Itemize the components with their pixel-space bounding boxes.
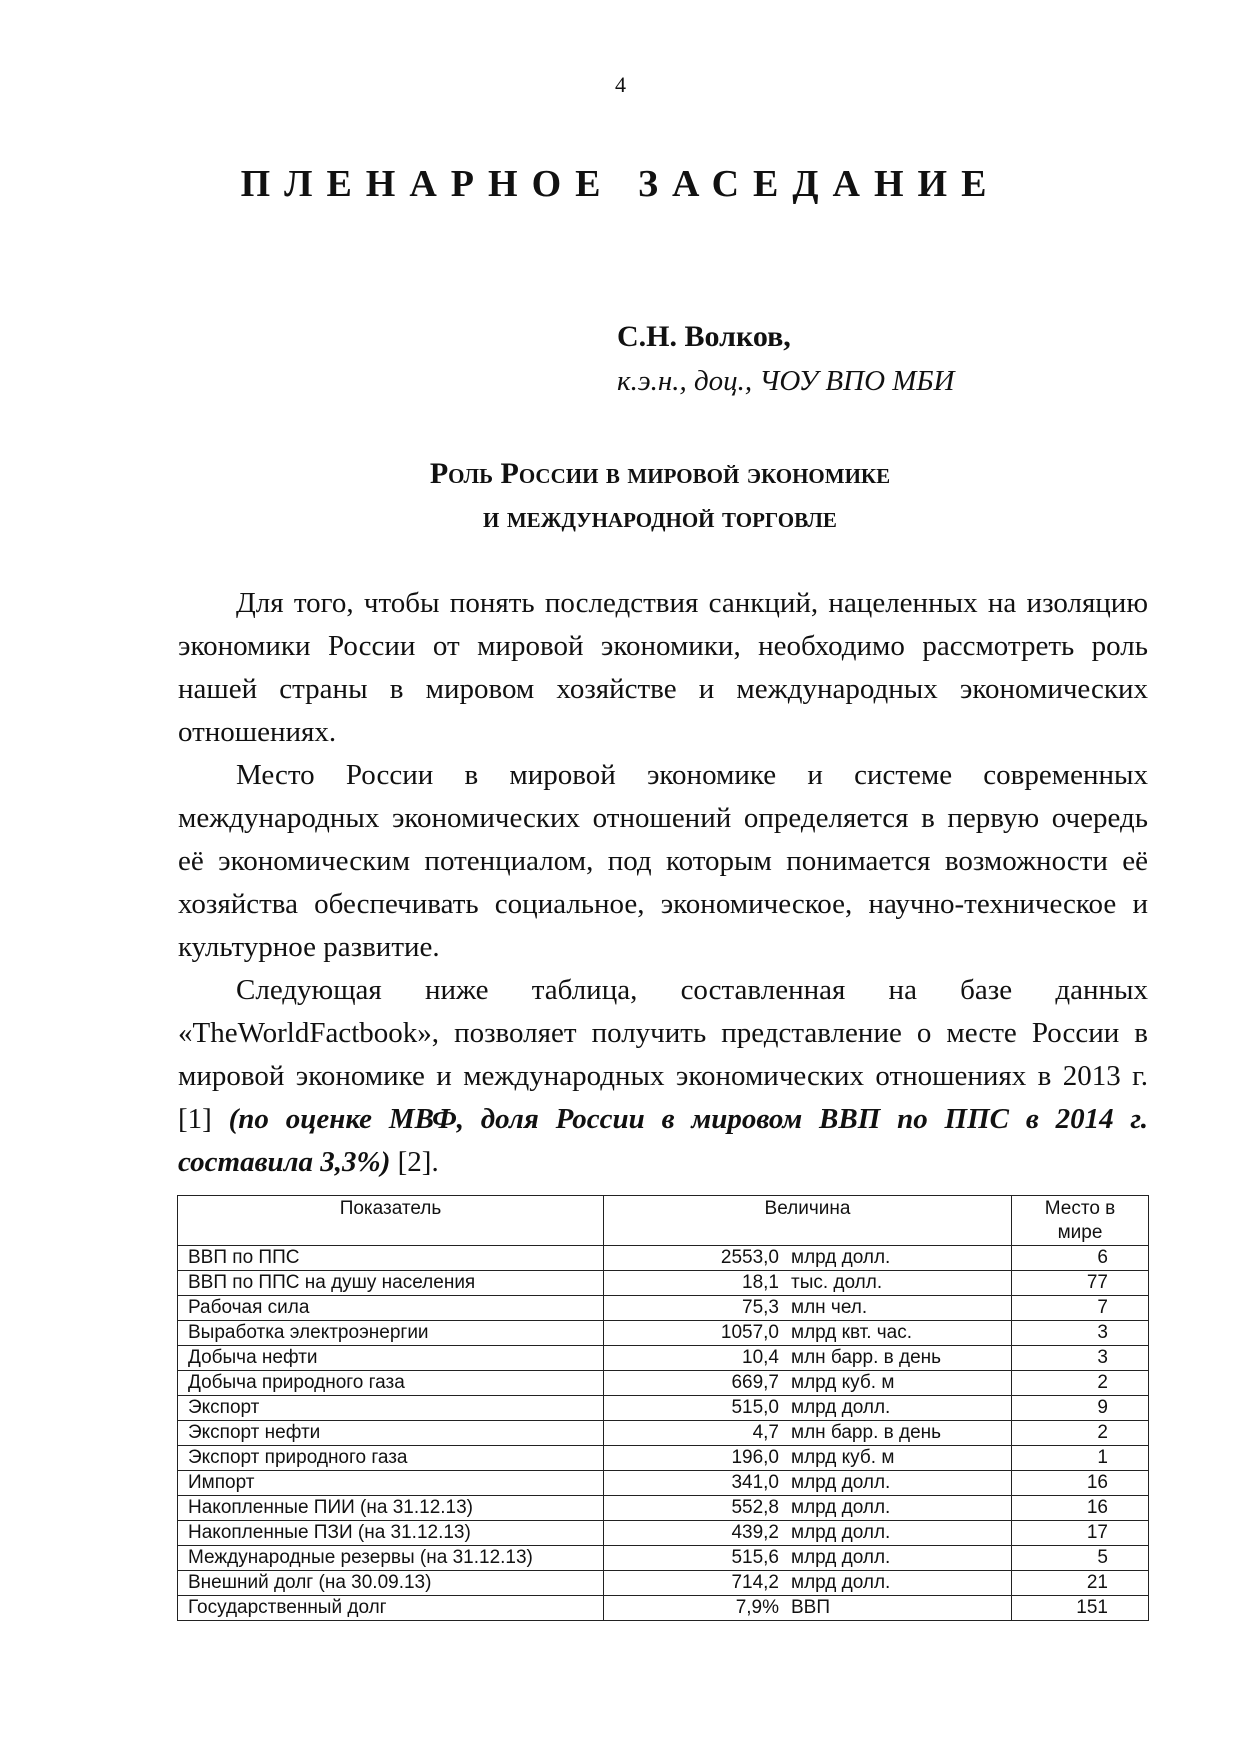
rank-cell: 2 (1012, 1371, 1149, 1396)
rank-cell: 5 (1012, 1546, 1149, 1571)
paragraph-2: Место России в мировой экономике и системе современных международных экономических отношений определяется в первую очередь её экономическим потенциалом, под которым понимается возможности её хозяйства обеспечивать социальное, экономическое, научно-техническое и культурное развитие. (178, 759, 1148, 963)
indicator-cell: Экспорт природного газа (178, 1446, 604, 1471)
indicator-cell: Экспорт (178, 1396, 604, 1421)
rank-cell: 2 (1012, 1421, 1149, 1446)
table-row (178, 1396, 1149, 1421)
value-number: 341,0 (731, 1472, 779, 1493)
table-row (178, 1321, 1149, 1346)
article-title (0, 452, 1241, 540)
rank-cell: 77 (1012, 1271, 1149, 1296)
table-row (178, 1571, 1149, 1596)
rank-cell: 9 (1012, 1396, 1149, 1421)
table-header-row (178, 1196, 1149, 1246)
table-row (178, 1546, 1149, 1571)
value-unit: млрд долл. (791, 1247, 891, 1268)
value-cell (604, 1546, 1012, 1571)
table-row (178, 1521, 1149, 1546)
value-number: 4,7 (752, 1422, 779, 1443)
indicator-cell: ВВП по ППС (178, 1246, 604, 1271)
value-number: 196,0 (731, 1447, 779, 1468)
value-unit: тыс. долл. (791, 1272, 883, 1293)
article-title-line-1: Роль России в мировой экономике (429, 457, 891, 490)
header-indicator: Показатель (178, 1196, 604, 1246)
value-number: 669,7 (731, 1372, 779, 1393)
value-cell (604, 1446, 1012, 1471)
value-cell (604, 1296, 1012, 1321)
rank-cell: 3 (1012, 1321, 1149, 1346)
value-number: 515,6 (731, 1547, 779, 1568)
value-number: 515,0 (731, 1397, 779, 1418)
value-unit: млрд долл. (791, 1472, 891, 1493)
value-unit: млрд куб. м (791, 1447, 895, 1468)
table-row (178, 1346, 1149, 1371)
indicator-cell: Накопленные ПЗИ (на 31.12.13) (178, 1521, 604, 1546)
paragraph-3-end: [2]. (390, 1146, 439, 1178)
table-row (178, 1421, 1149, 1446)
value-cell (604, 1471, 1012, 1496)
author-affiliation: к.э.н., доц., ЧОУ ВПО МБИ (617, 365, 955, 397)
rank-cell: 1 (1012, 1446, 1149, 1471)
table-row (178, 1446, 1149, 1471)
rank-cell: 16 (1012, 1471, 1149, 1496)
rank-cell: 6 (1012, 1246, 1149, 1271)
value-unit: млн барр. в день (791, 1422, 942, 1443)
header-value: Величина (604, 1196, 1012, 1246)
value-cell (604, 1371, 1012, 1396)
value-number: 2553,0 (720, 1247, 779, 1268)
rank-cell: 16 (1012, 1496, 1149, 1521)
value-number: 439,2 (731, 1522, 779, 1543)
value-number: 1057,0 (720, 1322, 779, 1343)
value-cell (604, 1596, 1012, 1621)
paragraph-3 (178, 969, 1148, 1184)
article-title-line-2: и международной торговле (483, 501, 837, 534)
table-row (178, 1371, 1149, 1396)
paragraph-1: Для того, чтобы понять последствия санкций, нацеленных на изоляцию экономики России от мировой экономики, необходимо рассмотреть роль нашей страны в мировом хозяйстве и международных экономических отношениях. (178, 587, 1148, 748)
indicator-cell: Государственный долг (178, 1596, 604, 1621)
rank-cell: 151 (1012, 1596, 1149, 1621)
value-unit: млрд квт. час. (791, 1322, 913, 1343)
rank-cell: 21 (1012, 1571, 1149, 1596)
value-cell (604, 1421, 1012, 1446)
value-number: 552,8 (731, 1497, 779, 1518)
table-body (178, 1246, 1149, 1621)
table-row (178, 1246, 1149, 1271)
indicator-cell: Внешний долг (на 30.09.13) (178, 1571, 604, 1596)
value-number: 7,9% (735, 1597, 779, 1618)
indicator-cell: Экспорт нефти (178, 1421, 604, 1446)
value-cell (604, 1496, 1012, 1521)
value-cell (604, 1321, 1012, 1346)
value-number: 10,4 (742, 1347, 779, 1368)
value-unit: ВВП (791, 1597, 831, 1618)
value-unit: млрд куб. м (791, 1372, 895, 1393)
value-cell (604, 1571, 1012, 1596)
value-unit: млн барр. в день (791, 1347, 942, 1368)
section-title: ПЛЕНАРНОЕ ЗАСЕДАНИЕ (240, 163, 1001, 205)
indicator-cell: Рабочая сила (178, 1296, 604, 1321)
header-rank: Место в мире (1012, 1196, 1149, 1246)
value-cell (604, 1346, 1012, 1371)
value-cell (604, 1271, 1012, 1296)
indicator-cell: Добыча нефти (178, 1346, 604, 1371)
value-unit: млрд долл. (791, 1497, 891, 1518)
paragraph-3-start: Следующая ниже таблица, составленная на базе данных «TheWorldFactbook», позволяет получить представление о месте России в мировой экономике и международных экономических отношениях в 2013 г. [1] (178, 974, 1148, 1135)
value-unit: млрд долл. (791, 1397, 891, 1418)
table-row (178, 1496, 1149, 1521)
paragraph-3-emphasis: (по оценке МВФ, доля России в мировом ВВП по ППС в 2014 г. составила 3,3%) (178, 1103, 1148, 1178)
page-number: 4 (615, 72, 626, 97)
table-row (178, 1271, 1149, 1296)
table-row (178, 1596, 1149, 1621)
indicator-cell: Международные резервы (на 31.12.13) (178, 1546, 604, 1571)
indicator-cell: ВВП по ППС на душу населения (178, 1271, 604, 1296)
author-name: С.Н. Волков, (617, 320, 791, 353)
table-row (178, 1471, 1149, 1496)
value-cell (604, 1396, 1012, 1421)
indicators-table (177, 1195, 1149, 1621)
value-unit: млрд долл. (791, 1547, 891, 1568)
value-unit: млрд долл. (791, 1522, 891, 1543)
indicator-cell: Выработка электроэнергии (178, 1321, 604, 1346)
value-number: 18,1 (742, 1272, 779, 1293)
value-number: 75,3 (742, 1297, 779, 1318)
indicator-cell: Импорт (178, 1471, 604, 1496)
value-unit: млн чел. (791, 1297, 868, 1318)
rank-cell: 17 (1012, 1521, 1149, 1546)
value-unit: млрд долл. (791, 1572, 891, 1593)
value-cell (604, 1521, 1012, 1546)
indicator-cell: Добыча природного газа (178, 1371, 604, 1396)
value-number: 714,2 (731, 1572, 779, 1593)
article-body (178, 582, 1148, 1184)
value-cell (604, 1246, 1012, 1271)
table-row (178, 1296, 1149, 1321)
rank-cell: 3 (1012, 1346, 1149, 1371)
indicator-cell: Накопленные ПИИ (на 31.12.13) (178, 1496, 604, 1521)
rank-cell: 7 (1012, 1296, 1149, 1321)
